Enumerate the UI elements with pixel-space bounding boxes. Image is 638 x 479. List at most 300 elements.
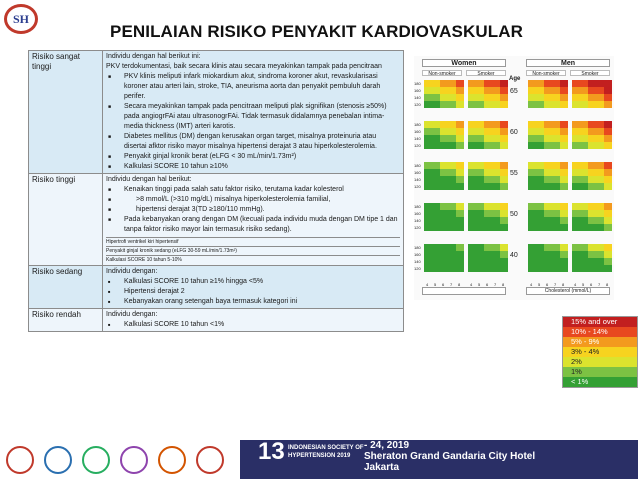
score-cell [572, 121, 580, 128]
women-smoker-header: Smoker [466, 70, 506, 76]
score-cell [572, 176, 580, 183]
score-cell [528, 251, 536, 258]
score-cell [528, 224, 536, 231]
score-cell [552, 203, 560, 210]
bp-label: 180 [414, 163, 421, 168]
score-cell [424, 101, 432, 108]
score-cell [544, 244, 552, 251]
men-cholesterol-axis: Cholesterol (mmol/L) [526, 287, 610, 295]
score-cell [448, 80, 456, 87]
score-cell [596, 203, 604, 210]
score-cell [528, 244, 536, 251]
score-cell [468, 265, 476, 272]
score-cell [580, 94, 588, 101]
score-cell [596, 101, 604, 108]
score-cell [560, 101, 568, 108]
score-cell [560, 183, 568, 190]
score-grid [528, 162, 568, 190]
score-cell [596, 80, 604, 87]
score-cell [588, 142, 596, 149]
score-cell [424, 203, 432, 210]
cholesterol-tick: 5 [434, 282, 437, 287]
score-cell [424, 251, 432, 258]
score-cell [552, 142, 560, 149]
score-cell [432, 183, 440, 190]
score-cell [588, 87, 596, 94]
score-grid [528, 80, 568, 108]
score-cell [552, 176, 560, 183]
score-cell [440, 80, 448, 87]
score-cell [492, 176, 500, 183]
bp-label: 120 [414, 266, 421, 271]
score-cell [456, 135, 464, 142]
score-grid [424, 203, 464, 231]
score-cell [604, 210, 612, 217]
score-cell [448, 135, 456, 142]
score-cell [596, 224, 604, 231]
score-cell [528, 210, 536, 217]
score-cell [528, 162, 536, 169]
score-cell [572, 183, 580, 190]
score-cell [468, 217, 476, 224]
score-cell [596, 87, 604, 94]
bp-label: 160 [414, 211, 421, 216]
score-cell [440, 183, 448, 190]
score-cell [440, 265, 448, 272]
score-cell [552, 258, 560, 265]
bp-label: 140 [414, 95, 421, 100]
bp-label: 180 [414, 245, 421, 250]
score-cell [596, 176, 604, 183]
bp-label: 120 [414, 184, 421, 189]
score-cell [528, 265, 536, 272]
score-cell [500, 244, 508, 251]
score-cell [432, 265, 440, 272]
cholesterol-tick: 6 [590, 282, 593, 287]
footer-banner [0, 440, 638, 479]
score-cell [552, 265, 560, 272]
score-cell [604, 176, 612, 183]
score-cell [528, 80, 536, 87]
score-cell [448, 162, 456, 169]
event-name: INDONESIAN SOCIETY OF HYPERTENSION 2019 [288, 445, 364, 459]
men-header: Men [526, 59, 610, 67]
score-cell [588, 162, 596, 169]
score-cell [468, 135, 476, 142]
score-cell [528, 121, 536, 128]
sponsor-logo [120, 446, 148, 474]
score-cell [456, 183, 464, 190]
score-cell [432, 121, 440, 128]
bp-label: 120 [414, 143, 421, 148]
score-cell [596, 162, 604, 169]
score-cell [596, 265, 604, 272]
score-cell [500, 265, 508, 272]
score-cell [588, 258, 596, 265]
score-cell [468, 169, 476, 176]
score-cell [500, 258, 508, 265]
score-cell [448, 176, 456, 183]
score-cell [456, 94, 464, 101]
score-cell [468, 183, 476, 190]
score-cell [596, 251, 604, 258]
score-cell [544, 121, 552, 128]
score-cell [500, 217, 508, 224]
score-cell [596, 142, 604, 149]
sponsor-logo [44, 446, 72, 474]
score-cell [456, 121, 464, 128]
cholesterol-tick: 8 [502, 282, 505, 287]
score-cell [552, 162, 560, 169]
score-cell [560, 80, 568, 87]
score-cell [544, 101, 552, 108]
score-grid [468, 203, 508, 231]
score-cell [484, 80, 492, 87]
score-cell [476, 169, 484, 176]
score-cell [432, 142, 440, 149]
score-cell [432, 217, 440, 224]
score-cell [536, 210, 544, 217]
sponsor-logo [82, 446, 110, 474]
score-cell [424, 169, 432, 176]
age-label: 60 [510, 129, 518, 136]
age-label: 50 [510, 211, 518, 218]
score-cell [604, 244, 612, 251]
score-cell [500, 210, 508, 217]
score-cell [500, 203, 508, 210]
event-details: - 24, 2019 Sheraton Grand Gandaria City Hotel Jakarta [364, 440, 536, 473]
legend-item: < 1% [563, 377, 637, 387]
bp-label: 160 [414, 129, 421, 134]
score-cell [572, 169, 580, 176]
score-cell [596, 258, 604, 265]
cholesterol-tick: 7 [450, 282, 453, 287]
score-cell [552, 87, 560, 94]
score-cell [492, 251, 500, 258]
score-cell [484, 203, 492, 210]
score-cell [500, 94, 508, 101]
society-logo: SH [4, 4, 38, 34]
score-cell [468, 258, 476, 265]
score-cell [544, 217, 552, 224]
score-cell [432, 128, 440, 135]
score-cell [424, 121, 432, 128]
score-cell [604, 94, 612, 101]
score-cell [440, 94, 448, 101]
risk-row-moderate [29, 266, 404, 309]
score-cell [468, 162, 476, 169]
score-cell [528, 142, 536, 149]
score-cell [484, 128, 492, 135]
score-cell [500, 251, 508, 258]
risk-row-very-high [29, 51, 404, 174]
score-cell [528, 128, 536, 135]
score-cell [588, 203, 596, 210]
score-cell [468, 128, 476, 135]
score-cell [580, 251, 588, 258]
women-header: Women [422, 59, 506, 67]
score-cell [528, 203, 536, 210]
score-cell [536, 203, 544, 210]
score-cell [572, 135, 580, 142]
score-cell [456, 251, 464, 258]
score-cell [544, 258, 552, 265]
score-cell [580, 101, 588, 108]
women-non-smoker-header: Non-smoker [422, 70, 462, 76]
score-cell [560, 162, 568, 169]
score-cell [492, 142, 500, 149]
score-cell [588, 128, 596, 135]
score-cell [448, 94, 456, 101]
score-cell [552, 210, 560, 217]
score-cell [476, 217, 484, 224]
score-cell [448, 101, 456, 108]
score-cell [588, 135, 596, 142]
score-cell [424, 94, 432, 101]
score-cell [536, 224, 544, 231]
score-cell [440, 224, 448, 231]
score-cell [440, 121, 448, 128]
score-cell [560, 128, 568, 135]
score-cell [500, 121, 508, 128]
score-cell [596, 121, 604, 128]
score-cell [432, 258, 440, 265]
score-cell [440, 87, 448, 94]
score-cell [424, 224, 432, 231]
legend-item: 5% - 9% [563, 337, 637, 347]
score-cell [456, 101, 464, 108]
score-cell [432, 244, 440, 251]
score-grid [468, 121, 508, 149]
score-cell [424, 217, 432, 224]
score-cell [456, 203, 464, 210]
score-cell [560, 258, 568, 265]
score-cell [492, 121, 500, 128]
bp-label: 120 [414, 225, 421, 230]
score-cell [492, 80, 500, 87]
score-cell [500, 183, 508, 190]
score-cell [552, 217, 560, 224]
score-cell [500, 169, 508, 176]
score-cell [456, 128, 464, 135]
score-cell [604, 224, 612, 231]
score-cell [440, 128, 448, 135]
score-cell [456, 224, 464, 231]
score-cell [560, 176, 568, 183]
score-cell [500, 162, 508, 169]
score-cell [484, 251, 492, 258]
score-cell [572, 224, 580, 231]
legend-item: 3% - 4% [563, 347, 637, 357]
score-cell [544, 265, 552, 272]
score-cell [476, 176, 484, 183]
score-cell [476, 94, 484, 101]
men-smoker-header: Smoker [570, 70, 610, 76]
score-cell [476, 80, 484, 87]
score-cell [552, 80, 560, 87]
score-cell [604, 142, 612, 149]
score-risk-chart [414, 56, 614, 300]
score-cell [604, 121, 612, 128]
score-cell [492, 258, 500, 265]
score-cell [448, 183, 456, 190]
score-cell [440, 251, 448, 258]
score-cell [500, 101, 508, 108]
score-cell [544, 169, 552, 176]
score-cell [424, 87, 432, 94]
score-cell [476, 203, 484, 210]
score-cell [572, 128, 580, 135]
score-cell [484, 101, 492, 108]
score-cell [604, 87, 612, 94]
score-grid [468, 162, 508, 190]
score-cell [492, 217, 500, 224]
score-cell [424, 265, 432, 272]
score-cell [544, 94, 552, 101]
sponsor-logo [196, 446, 224, 474]
score-cell [552, 251, 560, 258]
score-cell [448, 87, 456, 94]
score-cell [492, 162, 500, 169]
score-cell [492, 135, 500, 142]
score-cell [468, 94, 476, 101]
risk-row-high [29, 174, 404, 266]
score-cell [552, 183, 560, 190]
score-grid [468, 244, 508, 272]
score-cell [440, 217, 448, 224]
score-cell [560, 203, 568, 210]
bp-label: 140 [414, 218, 421, 223]
score-cell [604, 128, 612, 135]
risk-legend [562, 316, 638, 388]
score-cell [536, 162, 544, 169]
score-cell [588, 217, 596, 224]
score-cell [604, 162, 612, 169]
score-cell [484, 135, 492, 142]
score-cell [588, 265, 596, 272]
score-cell [484, 162, 492, 169]
score-cell [456, 87, 464, 94]
score-cell [476, 121, 484, 128]
score-cell [500, 142, 508, 149]
score-cell [492, 183, 500, 190]
score-cell [448, 203, 456, 210]
score-cell [604, 265, 612, 272]
sponsor-logo [6, 446, 34, 474]
score-cell [544, 251, 552, 258]
score-cell [580, 244, 588, 251]
score-cell [448, 121, 456, 128]
score-cell [440, 210, 448, 217]
score-cell [536, 142, 544, 149]
score-cell [484, 94, 492, 101]
score-cell [580, 80, 588, 87]
bp-label: 140 [414, 177, 421, 182]
score-cell [572, 94, 580, 101]
score-cell [476, 142, 484, 149]
risk-row-low [29, 309, 404, 332]
score-cell [536, 101, 544, 108]
score-cell [580, 162, 588, 169]
score-cell [432, 94, 440, 101]
score-cell [440, 244, 448, 251]
score-cell [604, 183, 612, 190]
age-header: Age [509, 76, 521, 82]
score-cell [560, 251, 568, 258]
cholesterol-tick: 4 [574, 282, 577, 287]
score-cell [536, 128, 544, 135]
risk-category-moderate: Risiko sedang [29, 266, 103, 309]
score-cell [544, 135, 552, 142]
score-cell [424, 210, 432, 217]
score-cell [492, 101, 500, 108]
score-cell [424, 135, 432, 142]
score-cell [468, 210, 476, 217]
risk-description-moderate: Individu dengan: ■ Kalkulasi SCORE 10 tahun ≥1% hingga <5% ■ Hipertensi derajat 2 ■ Kebanyakan orang setengah baya termasuk kategori ini [103, 266, 404, 309]
score-cell [552, 128, 560, 135]
score-cell [440, 101, 448, 108]
score-cell [588, 94, 596, 101]
score-cell [448, 128, 456, 135]
score-cell [580, 87, 588, 94]
score-cell [580, 169, 588, 176]
score-grid [528, 121, 568, 149]
score-cell [468, 176, 476, 183]
score-cell [536, 135, 544, 142]
cholesterol-tick: 5 [538, 282, 541, 287]
score-cell [476, 258, 484, 265]
score-cell [552, 244, 560, 251]
score-cell [528, 176, 536, 183]
score-cell [572, 162, 580, 169]
score-cell [468, 142, 476, 149]
score-cell [424, 142, 432, 149]
sponsor-logo [158, 446, 186, 474]
score-cell [552, 169, 560, 176]
score-cell [604, 258, 612, 265]
score-cell [580, 210, 588, 217]
score-cell [476, 224, 484, 231]
score-cell [500, 224, 508, 231]
score-cell [580, 203, 588, 210]
score-cell [580, 142, 588, 149]
score-cell [560, 210, 568, 217]
bp-label: 180 [414, 122, 421, 127]
score-cell [432, 176, 440, 183]
score-cell [544, 142, 552, 149]
score-cell [484, 258, 492, 265]
score-cell [484, 183, 492, 190]
score-cell [456, 169, 464, 176]
score-cell [544, 162, 552, 169]
score-cell [440, 169, 448, 176]
score-cell [468, 251, 476, 258]
score-cell [560, 135, 568, 142]
legend-item: 1% [563, 367, 637, 377]
bp-label: 160 [414, 88, 421, 93]
score-cell [440, 258, 448, 265]
score-cell [544, 176, 552, 183]
score-cell [552, 94, 560, 101]
score-cell [544, 224, 552, 231]
score-cell [544, 80, 552, 87]
cholesterol-tick: 6 [486, 282, 489, 287]
score-cell [536, 121, 544, 128]
score-cell [448, 210, 456, 217]
score-cell [604, 217, 612, 224]
risk-category-low: Risiko rendah [29, 309, 103, 332]
score-cell [468, 224, 476, 231]
